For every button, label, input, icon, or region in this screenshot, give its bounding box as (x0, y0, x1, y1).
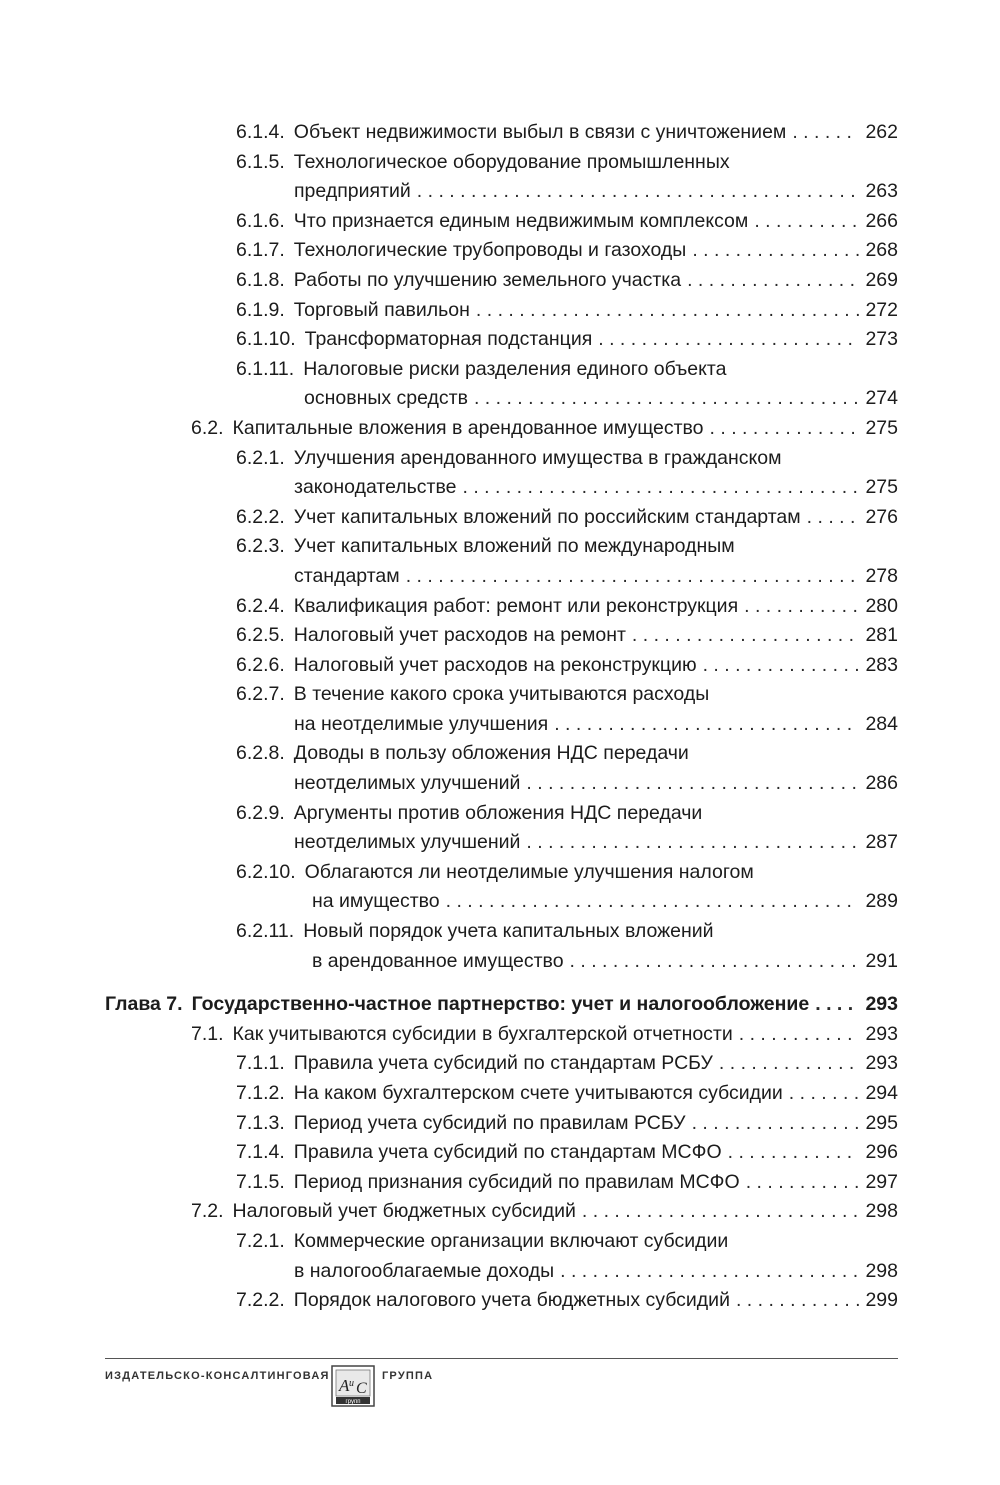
toc-line (236, 710, 898, 740)
entry-title: Период учета субсидий по правилам РСБУ (293, 1111, 686, 1134)
subsection-entry[interactable] (236, 680, 898, 739)
entry-title: Трансформаторная подстанция (304, 328, 593, 351)
page-number: 263 (865, 180, 898, 203)
subsection-entry[interactable] (236, 1227, 898, 1286)
subsection-entry[interactable] (236, 592, 898, 622)
toc-line (236, 1257, 898, 1287)
toc-line (236, 1049, 898, 1079)
entry-number: 6.2. (191, 416, 224, 439)
entry-title: неотделимых улучшений (294, 831, 521, 854)
entry-title: неотделимых улучшений (294, 772, 521, 795)
entry-number: 6.1.8. (236, 268, 285, 291)
entry-number: 6.2.3. (236, 535, 285, 558)
entry-title: Капитальные вложения в арендованное имущество (232, 416, 704, 439)
subsection-entry[interactable] (236, 266, 898, 296)
entry-number: 7.1.2. (236, 1082, 285, 1104)
toc-line (236, 651, 898, 681)
section-entry[interactable] (191, 1020, 898, 1050)
dot-leader (526, 769, 859, 799)
toc-line (191, 1197, 898, 1227)
page-number: 283 (865, 653, 898, 676)
page-number: 296 (865, 1141, 898, 1164)
entry-number: 7.1.1. (236, 1052, 285, 1075)
entry-title: основных средств (304, 387, 468, 410)
subsection-entry[interactable] (236, 444, 898, 503)
subsection-entry[interactable] (236, 236, 898, 266)
page-number: 295 (865, 1111, 898, 1134)
toc-line (236, 1138, 898, 1168)
dot-leader (554, 710, 859, 740)
entry-number: 6.1.11. (236, 357, 295, 380)
toc-line (236, 769, 898, 799)
page-number: 298 (865, 1200, 898, 1223)
toc-line (236, 917, 898, 947)
toc-line (236, 266, 898, 296)
page-number: 273 (865, 328, 898, 351)
dot-leader (736, 1286, 859, 1316)
page-number: 275 (865, 476, 898, 499)
subsection-entry[interactable] (236, 1138, 898, 1168)
entry-title: на имущество (312, 890, 440, 913)
entry-title: Налоговый учет расходов на ремонт (293, 624, 626, 647)
subsection-entry[interactable] (236, 858, 898, 917)
entry-number: 6.2.1. (236, 446, 285, 469)
subsection-entry[interactable] (236, 503, 898, 533)
dot-leader (807, 503, 860, 533)
entry-title: На каком бухгалтерском счете учитываются субсидии (293, 1082, 783, 1104)
entry-title: Что признается единым недвижимым комплексом (293, 209, 749, 232)
page-number: 275 (865, 416, 898, 439)
subsection-entry[interactable] (236, 621, 898, 651)
dot-leader (687, 266, 859, 296)
entry-title: в арендованное имущество (312, 949, 564, 972)
entry-number: 6.2.5. (236, 624, 285, 647)
dot-leader (474, 384, 860, 414)
page-number: 284 (865, 712, 898, 735)
dot-leader (462, 473, 859, 503)
table-of-contents (0, 118, 1000, 1316)
subsection-entry[interactable] (236, 1109, 898, 1139)
entry-number: 6.2.7. (236, 683, 285, 706)
entry-title: предприятий (294, 180, 411, 203)
toc-line (236, 947, 898, 977)
entry-number: 7.1.4. (236, 1141, 285, 1164)
toc-line (236, 148, 898, 178)
entry-title: Технологические трубопроводы и газоходы (293, 239, 687, 262)
toc-line (105, 990, 898, 1020)
toc-line (236, 1168, 898, 1198)
toc-line (236, 621, 898, 651)
page-number: 299 (865, 1289, 898, 1312)
page-number: 289 (865, 890, 898, 913)
entry-number: 6.2.6. (236, 653, 285, 676)
entry-title: Государственно-частное партнерство: учет и налогообложение (191, 993, 810, 1016)
svg-text:А: А (339, 1376, 350, 1395)
toc-line (236, 236, 898, 266)
entry-number: 6.2.11. (236, 920, 295, 943)
dot-leader (632, 621, 860, 651)
entry-title: Объект недвижимости выбыл в связи с уничтожением (293, 121, 787, 143)
dot-leader (739, 1020, 860, 1050)
page-number: 262 (865, 121, 898, 143)
section-entry[interactable] (191, 1197, 898, 1227)
entry-title: Порядок налогового учета бюджетных субсидий (293, 1289, 730, 1312)
entry-number: 7.2.1. (236, 1229, 285, 1252)
entry-title: Улучшения арендованного имущества в гражданском (293, 446, 782, 469)
entry-title: Учет капитальных вложений по международным (293, 535, 735, 558)
subsection-entry[interactable] (236, 1286, 898, 1316)
toc-line (236, 1227, 898, 1257)
dot-leader (406, 562, 860, 592)
section-entry[interactable] (191, 414, 898, 444)
dot-leader (446, 887, 860, 917)
entry-title: Коммерческие организации включают субсидии (293, 1229, 729, 1252)
page-number: 268 (865, 239, 898, 262)
toc-line (236, 858, 898, 888)
dot-leader (582, 1197, 860, 1227)
publisher-name-left: ИЗДАТЕЛЬСКО-КОНСАЛТИНГОВАЯ (105, 1370, 330, 1382)
svg-text:и: и (349, 1378, 354, 1389)
entry-number: 6.2.2. (236, 505, 285, 528)
dot-leader (815, 990, 859, 1020)
toc-line (236, 592, 898, 622)
entry-title: Технологическое оборудование промышленных (293, 150, 730, 173)
dot-leader (598, 325, 859, 355)
entry-title: Налоговый учет расходов на реконструкцию (293, 653, 697, 676)
subsection-entry[interactable] (236, 1168, 898, 1198)
entry-number: 6.1.9. (236, 298, 285, 321)
page-number: 294 (865, 1082, 898, 1104)
toc-line (236, 207, 898, 237)
entry-number: 6.1.7. (236, 239, 285, 262)
dot-leader (703, 651, 860, 681)
dot-leader (476, 296, 860, 326)
page-number: 278 (865, 564, 898, 587)
toc-line (236, 562, 898, 592)
entry-title: Налоговый учет бюджетных субсидий (232, 1200, 576, 1223)
toc-line (236, 177, 898, 207)
entry-number: 6.1.4. (236, 121, 285, 143)
entry-title: Период признания субсидий по правилам МСФО (293, 1170, 740, 1193)
entry-title: Облагаются ли неотделимые улучшения налогом (304, 860, 754, 883)
page-number: 287 (865, 831, 898, 854)
publisher-name-right: ГРУППА (382, 1370, 434, 1382)
toc-line (236, 1286, 898, 1316)
entry-number: 7.2. (191, 1200, 224, 1223)
subsection-entry[interactable] (236, 118, 898, 148)
entry-title: Налоговые риски разделения единого объекта (303, 357, 727, 380)
subsection-entry[interactable] (236, 917, 898, 976)
entry-title: Квалификация работ: ремонт или реконструкция (293, 594, 739, 617)
subsection-entry[interactable] (236, 532, 898, 591)
page-number: 266 (865, 209, 898, 232)
subsection-entry[interactable] (236, 1049, 898, 1079)
page-number: 286 (865, 772, 898, 795)
svg-text:С: С (356, 1380, 367, 1397)
entry-title: Доводы в пользу обложения НДС передачи (293, 742, 689, 765)
entry-title: Правила учета субсидий по стандартам РСБУ (293, 1052, 713, 1075)
chapter-heading[interactable] (105, 990, 898, 1020)
page-number: 293 (865, 993, 898, 1016)
subsection-entry[interactable] (236, 651, 898, 681)
toc-line (236, 118, 898, 148)
page-number: 272 (865, 298, 898, 321)
entry-number: 7.1. (191, 1022, 224, 1045)
entry-title: Аргументы против обложения НДС передачи (293, 801, 703, 824)
entry-number: 7.1.5. (236, 1170, 285, 1193)
footer-divider (105, 1358, 898, 1359)
svg-text:групп: групп (345, 1399, 361, 1405)
subsection-entry[interactable] (236, 296, 898, 326)
page-number: 280 (865, 594, 898, 617)
subsection-entry[interactable] (236, 148, 898, 207)
entry-number: 6.2.10. (236, 860, 296, 883)
entry-number: 6.2.8. (236, 742, 285, 765)
toc-line (236, 296, 898, 326)
entry-title: Работы по улучшению земельного участка (293, 268, 682, 291)
page-number: 293 (865, 1052, 898, 1075)
toc-line (236, 680, 898, 710)
entry-number: 6.1.10. (236, 328, 296, 351)
page-number: 281 (865, 624, 898, 647)
dot-leader (719, 1049, 860, 1079)
toc-line (236, 739, 898, 769)
page-number: 276 (865, 505, 898, 528)
toc-line (236, 887, 898, 917)
toc-line (236, 355, 898, 385)
publisher-footer (105, 1358, 898, 1418)
entry-number: 6.1.6. (236, 209, 285, 232)
page-number: 298 (865, 1259, 898, 1282)
entry-title: Как учитываются субсидии в бухгалтерской отчетности (232, 1022, 733, 1045)
entry-title: Торговый павильон (293, 298, 470, 321)
toc-line (236, 444, 898, 474)
entry-number: 6.2.4. (236, 594, 285, 617)
subsection-entry[interactable] (236, 207, 898, 237)
toc-line (236, 828, 898, 858)
entry-number: 6.1.5. (236, 150, 285, 173)
dot-leader (728, 1138, 860, 1168)
page-number: 293 (865, 1022, 898, 1045)
page-number: 291 (865, 949, 898, 972)
dot-leader (417, 177, 860, 207)
entry-title: стандартам (294, 564, 400, 587)
subsection-entry[interactable] (236, 1079, 898, 1109)
dot-leader (746, 1168, 860, 1198)
entry-title: Новый порядок учета капитальных вложений (303, 920, 714, 943)
entry-number: Глава 7. (105, 993, 183, 1016)
toc-line (236, 384, 898, 414)
publisher-logo-icon (330, 1364, 376, 1410)
toc-line (236, 473, 898, 503)
page-number: 274 (865, 387, 898, 410)
page-number: 269 (865, 268, 898, 291)
entry-number: 6.2.9. (236, 801, 285, 824)
toc-line (236, 325, 898, 355)
toc-line (191, 414, 898, 444)
entry-title: В течение какого срока учитываются расходы (293, 683, 710, 706)
entry-title: в налогооблагаемые доходы (294, 1259, 555, 1282)
toc-line (191, 1020, 898, 1050)
entry-title: законодательстве (294, 476, 457, 499)
dot-leader (789, 1079, 860, 1109)
dot-leader (570, 947, 860, 977)
entry-number: 7.1.3. (236, 1111, 285, 1134)
entry-title: Учет капитальных вложений по российским стандартам (293, 505, 801, 528)
toc-line (236, 1109, 898, 1139)
subsection-entry[interactable] (236, 799, 898, 858)
toc-line (236, 799, 898, 829)
subsection-entry[interactable] (236, 739, 898, 798)
entry-title: Правила учета субсидий по стандартам МСФО (293, 1141, 722, 1164)
dot-leader (744, 592, 859, 622)
toc-line (236, 1079, 898, 1109)
dot-leader (710, 414, 860, 444)
dot-leader (692, 1109, 860, 1139)
toc-line (236, 503, 898, 533)
page-number: 297 (865, 1170, 898, 1193)
dot-leader (792, 118, 859, 148)
toc-line (236, 532, 898, 562)
subsection-entry[interactable] (236, 325, 898, 355)
dot-leader (754, 207, 859, 237)
dot-leader (692, 236, 859, 266)
dot-leader (560, 1257, 859, 1287)
entry-title: на неотделимые улучшения (294, 712, 549, 735)
dot-leader (526, 828, 859, 858)
entry-number: 7.2.2. (236, 1289, 285, 1312)
subsection-entry[interactable] (236, 355, 898, 414)
